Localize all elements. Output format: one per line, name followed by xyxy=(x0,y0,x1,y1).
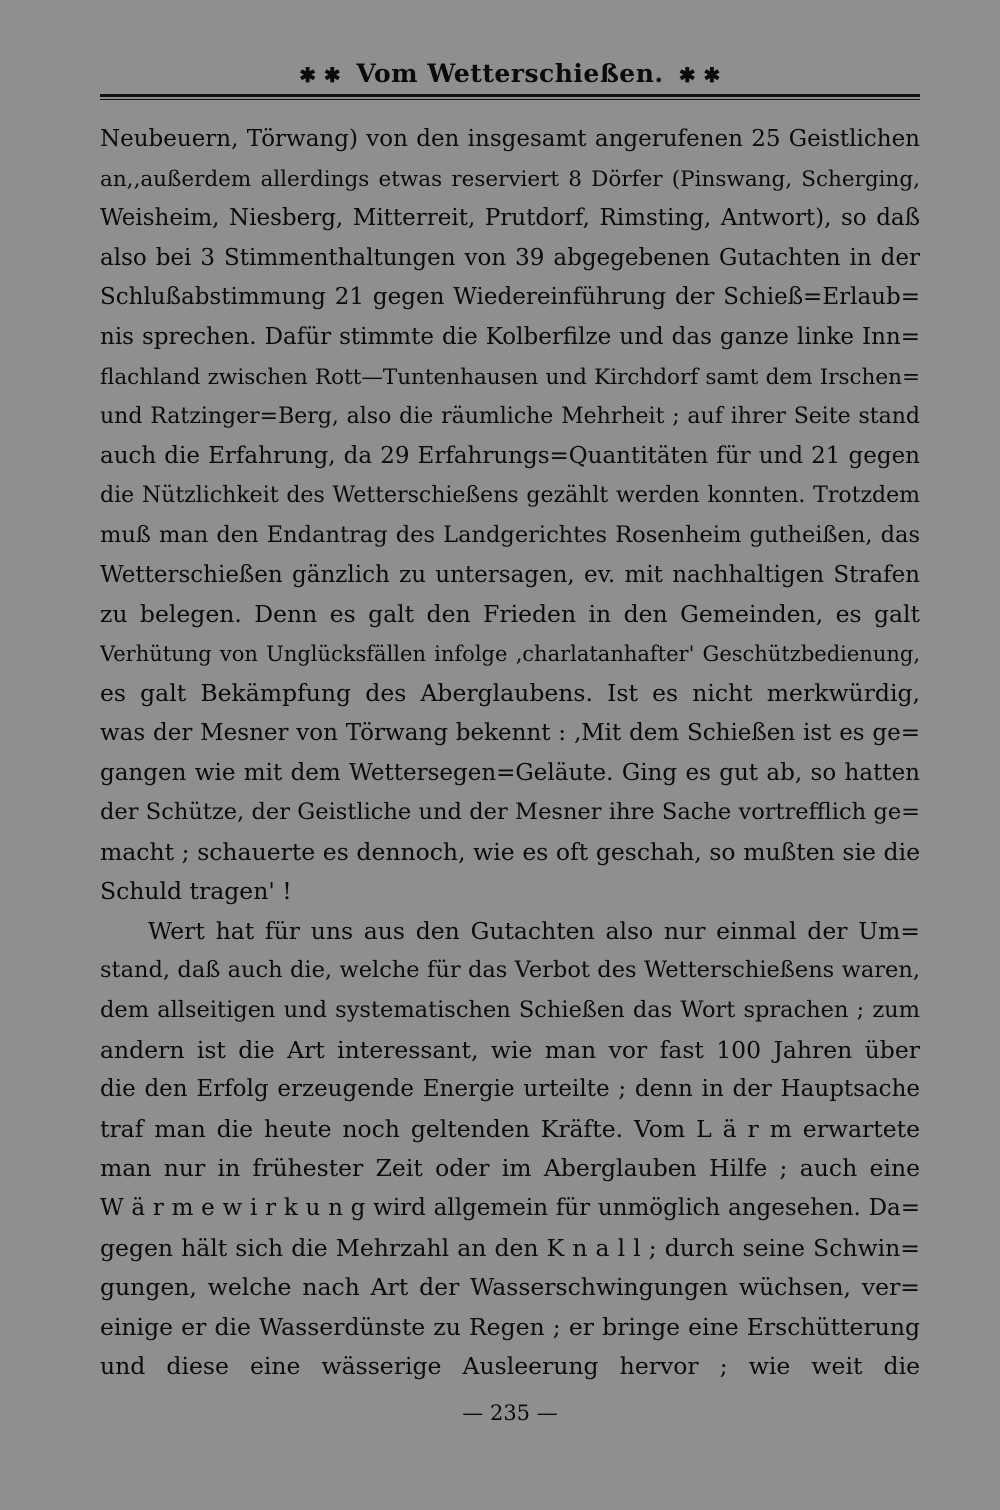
text-line: Weisheim, Niesberg, Mitterreit, Prutdorf, Rimsting, Antwort), so daß xyxy=(100,205,920,232)
page-number: — 235 — xyxy=(462,1401,558,1425)
text-line: also bei 3 Stimmenthaltungen von 39 abgegebenen Gutachten in der xyxy=(100,244,920,271)
header-rule-thick xyxy=(100,94,920,97)
text-line: stand, daß auch die, welche für das Verbot des Wetterschießens waren, xyxy=(100,957,920,984)
text-line: einige er die Wasserdünste zu Regen ; er bringe eine Erschütterung xyxy=(100,1312,920,1341)
text-line: Wetterschießen gänzlich zu untersagen, ev. mit nachhaltigen Strafen xyxy=(100,561,920,588)
header-rule-thin xyxy=(100,99,920,100)
text-line: an,‚außerdem allerdings etwas reserviert 8 Dörfer (Pinswang, Scherging, xyxy=(100,166,920,192)
text-line: man nur in frühester Zeit oder im Aberglauben Hilfe ; auch eine xyxy=(100,1154,920,1183)
text-line: es galt Bekämpfung des Aberglaubens. Ist es nicht merkwürdig, xyxy=(100,679,920,708)
text-line: Neubeuern, Törwang) von den insgesamt angerufenen 25 Geistlichen xyxy=(100,126,920,152)
text-line: dem allseitigen und systematischen Schießen das Wort sprachen ; zum xyxy=(100,997,920,1024)
text-line: was der Mesner von Törwang bekennt : ‚Mit dem Schießen ist es ge= xyxy=(100,719,920,746)
text-line: und Ratzinger=Berg, also die räumliche Mehrheit ; auf ihrer Seite stand xyxy=(100,404,920,430)
text-line: die den Erfolg erzeugende Energie urteilte ; denn in der Hauptsache xyxy=(100,1076,920,1103)
text-line: andern ist die Art interessant, wie man vor fast 100 Jahren über xyxy=(100,1035,920,1064)
running-header xyxy=(100,56,920,92)
text-line: W ä r m e w i r k u n g wird allgemein für unmöglich angesehen. Da= xyxy=(100,1195,920,1222)
text-line: macht ; schauerte es dennoch, wie es oft geschah, so mußten sie die xyxy=(100,837,920,866)
text-line: auch die Erfahrung, da 29 Erfahrungs=Quantitäten für und 21 gegen xyxy=(100,442,920,469)
ornament-left-icon: ✱ ✱ xyxy=(299,63,342,87)
text-line: muß man den Endantrag des Landgerichtes Rosenheim gutheißen, das xyxy=(100,521,920,548)
body-text xyxy=(100,120,920,1387)
text-line: der Schütze, der Geistliche und der Mesner ihre Sache vortrefflich ge= xyxy=(100,799,920,826)
text-line: Schlußabstimmung 21 gegen Wiedereinführung der Schieß=Erlaub= xyxy=(100,284,920,311)
text-line: nis sprechen. Dafür stimmte die Kolberfilze und das ganze linke Inn= xyxy=(100,323,920,350)
ornament-right-icon: ✱ ✱ xyxy=(678,63,721,87)
text-line: gangen wie mit dem Wettersegen=Geläute. Ging es gut ab, so hatten xyxy=(100,759,920,786)
text-line-paragraph-start: Wert hat für uns aus den Gutachten also nur einmal der Um= xyxy=(148,916,920,945)
text-line: gungen, welche nach Art der Wasserschwingungen wüchsen, ver= xyxy=(100,1273,920,1302)
text-line-paragraph-end: Schuld tragen' ! xyxy=(100,877,292,906)
text-line: gegen hält sich die Mehrzahl an den K n a l l ; durch seine Schwin= xyxy=(100,1233,920,1262)
text-line: flachland zwischen Rott—Tuntenhausen und Kirchdorf samt dem Irschen= xyxy=(100,364,920,390)
text-line: zu belegen. Denn es galt den Frieden in den Gemeinden, es galt xyxy=(100,600,920,629)
text-line: traf man die heute noch geltenden Kräfte. Vom L ä r m erwartete xyxy=(100,1114,920,1143)
running-header-title: Vom Wetterschießen. xyxy=(356,59,664,88)
text-line: Verhütung von Unglücksfällen infolge ‚charlatanhafter' Geschützbedienung, xyxy=(100,641,920,666)
text-line: und diese eine wässerige Ausleerung hervor ; wie weit die xyxy=(100,1352,920,1381)
text-line: die Nützlichkeit des Wetterschießens gezählt werden konnten. Trotzdem xyxy=(100,483,920,509)
